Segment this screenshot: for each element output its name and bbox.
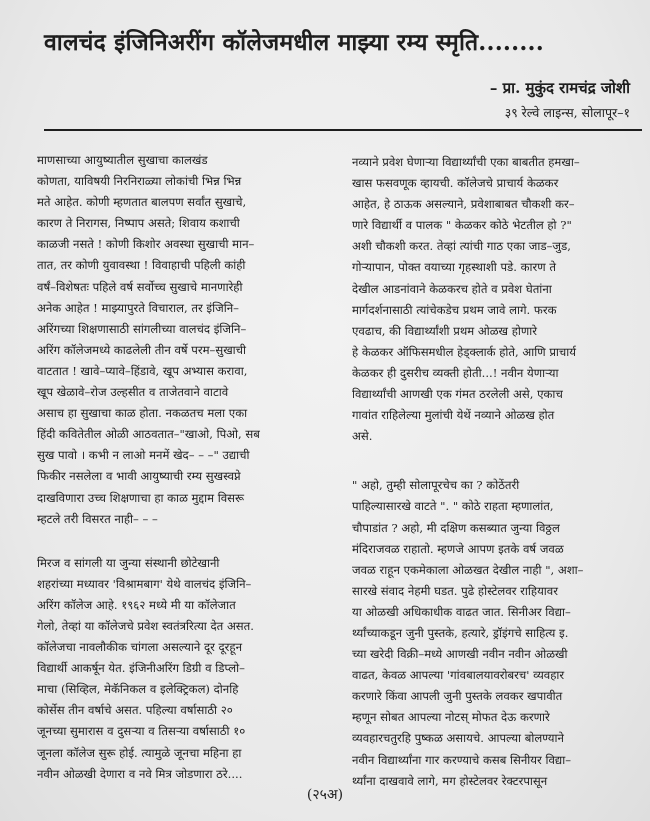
left-column: [37, 150, 335, 785]
left-paragraph-2: मिरज व सांगली या जुन्या संस्थानी छोटेखानी शहरांच्या मध्यावर 'विश्रामबाग' येथे वालचंद इंजिनि– अरिंग कॉलेज आहे. १९६२ मध्ये मी या कॉलेजात गेलो, तेव्हां या कॉलेजचे प्रवेश स्वतंत्ररित्या देत असत. कॉलेजचा नावलौकीक चांगला असल्याने दूर दूरहून विद्यार्थी आकर्षून येत. इंजिनीअरिंग डिग्री व डिप्लो– माचा (सिव्हिल, मेकॅनिकल व इलेक्ट्रिकल) दोनहि कोर्सेस तीन वर्षाचे असत. पहिल्या वर्षासाठी २० जूनच्या सुमारास व दुसऱ्या व तिसऱ्या वर्षासाठी १० जूनला कॉलेज सुरू होई. त्यामुळे जूनचा महिना हा नवीन ओळखी देणारा व नवे मित्र जोडणारा ठरे....: [37, 555, 254, 781]
title-divider: [44, 129, 642, 131]
page-number: (२५अ): [306, 787, 344, 803]
author-address: ३९ रेल्वे लाइन्स, सोलापूर–१: [504, 105, 630, 120]
article-title: वालचंद इंजिनिअरींग कॉलेजमधील माझ्या रम्य स्मृति........: [44, 29, 544, 56]
right-paragraph-2: " अहो, तुम्ही सोलापूरचेच का ? कोठेंतरी पाहिल्यासारखे वाटते ". " कोठे राहता म्हणालांत, चौपाडांत ? अहो, मी दक्षिण कसब्यात जुन्या विठ्ठल मंदिराजवळ राहातो. म्हणजे आपण इतके वर्ष जवळ जवळ राहून एकमेकाला ओळखत देखील नाही ", अशा– सारखे संवाद नेहमी घडत. पुढे होस्टेलवर राहियावर या ओळखी अधिकाधीक वाढत जात. सिनीअर विद्या– र्थ्यांच्याकडून जुनी पुस्तके, हत्यारे, ड्रॉइंगचे साहित्य इ. च्या खरेदी विक्री–मध्ये आणखी नवीन नवीन ओळखी वाढत, केवळ आपल्या 'गांवबालयावरोबरच' व्यवहार करणारे किंवा आपली जुनी पुस्तके लवकर खपावीत म्हणून सोबत आपल्या नोटस् मोफत देऊ करणारे व्यवहारचतुरहि पुष्कळ असायचे. आपल्या बोलण्याने नवीन विद्यार्थ्यांना गार करण्याचे कसब सिनीयर विद्या– र्थ्यांना दाखवावे लागे, मग होस्टेलवर रेक्टरपासून: [352, 478, 584, 788]
left-paragraph-1: माणसाच्या आयुष्यातील सुखाचा कालखंड कोणता, याविषयी निरनिराळ्या लोकांची भिन्न भिन्न मते आहेत. कोणी म्हणतात बालपण सर्वांत सुखाचे, कारण ते निरागस, निष्पाप असते; शिवाय कशाची काळजी नसते ! कोणी किशोर अवस्था सुखाची मान– तात, तर कोणी युवावस्था ! विवाहाची पहिली कांही वर्षं–विशेषतः पहिले वर्ष सर्वोच्च सुखाचे मानणारेही अनेक आहेत ! माझ्यापुरते विचाराल, तर इंजिनि– अरिंगच्या शिक्षणासाठी सांगलीच्या वालचंद इंजिनि– अरिंग कॉलेजमध्ये काढलेली तीन वर्षे परम–सुखाची वाटतात ! खावे–प्यावे–हिंडावे, खूप अभ्यास करावा, खूप खेळावे–रोज उल्हसीत व ताजेतवाने वाटावे असाच हा सुखाचा काळ होता. नकळतच मला एका हिंदी कवितेतील ओळी आठवतात–"खाओ, पिओ, सब सुख पावो । कभी न लाओ मनमें खेद– – –" उद्याची फिकीर नसलेला व भावी आयुष्याची रम्य सुखस्वप्ने दाखविणारा उच्च शिक्षणाचा हा काळ मुद्दाम विसरू म्हटले तरी विसरत नाही– – –: [37, 153, 260, 526]
author-name: – प्रा. मुकुंद रामचंद्र जोशी: [489, 79, 630, 97]
right-paragraph-1: नव्याने प्रवेश घेणाऱ्या विद्यार्थ्यांची एका बाबतीत हमखा– खास फसवणूक व्हायची. कॉलेजचे प्राचार्य केळकर आहेत, हे ठाऊक असल्याने, प्रवेशाबाबत चौकशी कर– णारे विद्यार्थी व पालक " केळकर कोठे भेटतील हो ?" अशी चौकशी करत. तेव्हां त्यांची गाठ एका जाड–जुड, गोऱ्यापान, पोक्त वयाच्या गृहस्थाशी पडे. कारण ते देखील आडनांवाने केळकरच होते व प्रवेश घेतांना मार्गदर्शनासाठी त्यांचेकडेच प्रथम जावे लागे. फरक एवढाच, की विद्यार्थ्यांशी प्रथम ओळख होणारे हे केळकर ऑफिसमधील हेड्क्लार्क होते, आणि प्राचार्य केळकर ही दुसरीच व्यक्ती होती...! नवीन येणाऱ्या विद्यार्थ्यांची आणखी एक गंमत ठरलेली असे, एकाच गावांत राहिलेल्या मुलांची येथें नव्याने ओळख होत असे.: [352, 155, 580, 444]
right-column: [352, 152, 634, 792]
